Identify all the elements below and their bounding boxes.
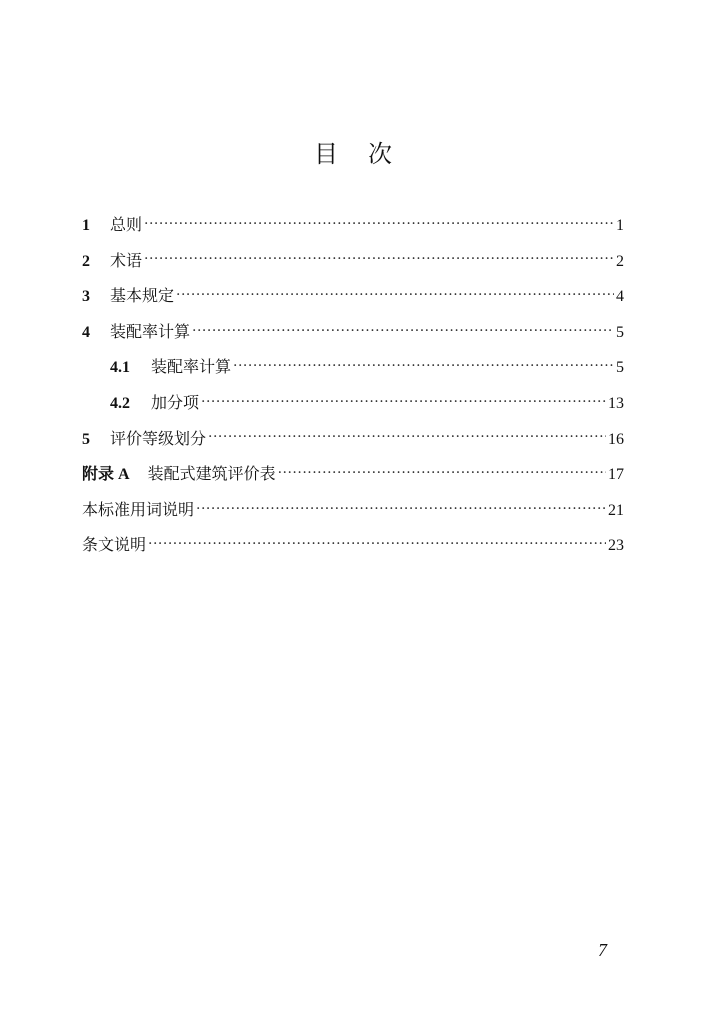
page-title: [0, 134, 706, 169]
page-number: 7: [598, 940, 607, 960]
toc-leader-dots: [144, 252, 614, 268]
toc-entry-terms-explanation[interactable]: [82, 492, 624, 528]
toc-entry-label: 加分项: [151, 392, 200, 412]
title-char-1: 目: [314, 140, 338, 168]
toc-entry-number: 4: [82, 323, 90, 341]
toc-leader-dots: [148, 537, 606, 553]
toc-entry-number: 附录 A: [82, 466, 130, 484]
toc-entry-label: 术语: [110, 250, 143, 270]
toc-entry-clause-explanation[interactable]: [82, 527, 624, 563]
toc-entry-label: 本标准用词说明: [82, 499, 195, 519]
toc-leader-dots: [201, 395, 606, 411]
toc-entry-page: 1: [616, 217, 624, 234]
toc-entry-4-1[interactable]: [82, 349, 624, 385]
toc-entry-label: 总则: [110, 215, 143, 234]
toc-entry-number: 4.2: [110, 394, 130, 412]
toc-entry-label: 条文说明: [82, 535, 147, 555]
toc-entry-page: 21: [608, 501, 624, 519]
toc-leader-dots: [176, 288, 614, 304]
toc-entry-label: 装配式建筑评价表: [147, 464, 276, 484]
toc-entry-number: 3: [82, 288, 90, 306]
toc-entry-5[interactable]: [82, 421, 624, 457]
toc-leader-dots: [278, 466, 606, 482]
toc-entry-label: 装配率计算: [110, 321, 191, 341]
toc-leader-dots: [233, 359, 614, 375]
toc-entry-page: 2: [616, 252, 624, 270]
toc-leader-dots: [196, 502, 606, 518]
toc-entry-page: 17: [608, 466, 624, 484]
toc-entry-number: 5: [82, 430, 90, 448]
toc-entry-page: 4: [616, 288, 624, 306]
toc-entry-4-2[interactable]: [82, 385, 624, 421]
toc-entry-page: 16: [608, 430, 624, 448]
toc-entry-page: 5: [616, 359, 624, 377]
toc-leader-dots: [144, 217, 614, 233]
title-char-2: 次: [368, 140, 392, 168]
toc-entry-label: 评价等级划分: [110, 428, 207, 448]
toc-entry-page: 13: [608, 394, 624, 412]
toc-leader-dots: [208, 430, 606, 446]
table-of-contents: [82, 207, 624, 563]
toc-entry-label: 基本规定: [110, 286, 175, 306]
toc-entry-1[interactable]: [82, 207, 624, 243]
toc-entry-page: 5: [616, 323, 624, 341]
toc-entry-page: 23: [608, 537, 624, 555]
toc-leader-dots: [192, 324, 614, 340]
toc-entry-2[interactable]: [82, 243, 624, 279]
toc-entry-4[interactable]: [82, 314, 624, 350]
toc-entry-number: 4.1: [110, 359, 130, 377]
toc-entry-appendix-a[interactable]: [82, 456, 624, 492]
toc-entry-number: 1: [82, 217, 90, 234]
toc-entry-3[interactable]: [82, 278, 624, 314]
toc-entry-number: 2: [82, 252, 90, 270]
toc-entry-label: 装配率计算: [151, 357, 232, 377]
